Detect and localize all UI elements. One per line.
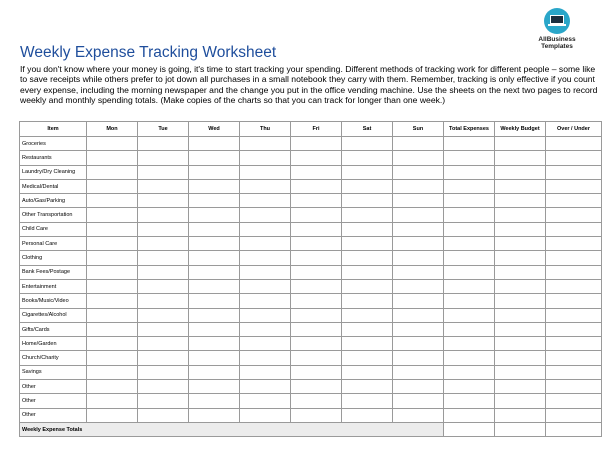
expense-cell[interactable]: [291, 308, 342, 322]
expense-cell[interactable]: [291, 265, 342, 279]
expense-cell[interactable]: [240, 408, 291, 422]
column-header: Item: [20, 122, 87, 137]
expense-cell[interactable]: [546, 322, 602, 336]
expense-cell[interactable]: [189, 365, 240, 379]
expense-cell[interactable]: [291, 322, 342, 336]
expense-cell[interactable]: [546, 194, 602, 208]
expense-cell[interactable]: [291, 137, 342, 151]
expense-cell[interactable]: [444, 380, 495, 394]
expense-cell[interactable]: [291, 279, 342, 293]
expense-cell[interactable]: [342, 308, 393, 322]
table-row: [20, 194, 602, 208]
expense-cell[interactable]: [138, 222, 189, 236]
expense-cell[interactable]: [240, 322, 291, 336]
expense-cell[interactable]: [87, 151, 138, 165]
expense-cell[interactable]: [444, 265, 495, 279]
allbusiness-logo: [527, 8, 587, 50]
expense-cell[interactable]: [138, 265, 189, 279]
expense-cell[interactable]: [138, 251, 189, 265]
row-label: Books/Music/Video: [20, 294, 87, 308]
expense-cell[interactable]: [444, 322, 495, 336]
expense-cell[interactable]: [189, 322, 240, 336]
table-row: [20, 380, 602, 394]
expense-cell[interactable]: [87, 222, 138, 236]
expense-cell[interactable]: [291, 337, 342, 351]
expense-cell[interactable]: [189, 179, 240, 193]
expense-cell[interactable]: [342, 165, 393, 179]
expense-cell[interactable]: [444, 222, 495, 236]
row-label: Other: [20, 380, 87, 394]
expense-cell[interactable]: [291, 194, 342, 208]
row-label: Groceries: [20, 137, 87, 151]
expense-cell[interactable]: [87, 194, 138, 208]
column-header: Sat: [342, 122, 393, 137]
expense-cell[interactable]: [546, 265, 602, 279]
totals-row: [20, 422, 602, 436]
expense-cell[interactable]: [87, 208, 138, 222]
expense-cell[interactable]: [240, 251, 291, 265]
expense-cell[interactable]: [189, 251, 240, 265]
expense-cell[interactable]: [546, 151, 602, 165]
table-row: [20, 322, 602, 336]
expense-cell[interactable]: [393, 237, 444, 251]
expense-cell[interactable]: [393, 294, 444, 308]
table-row: [20, 408, 602, 422]
table-row: [20, 394, 602, 408]
row-label: Medical/Dental: [20, 179, 87, 193]
expense-cell[interactable]: [291, 179, 342, 193]
expense-cell[interactable]: [342, 151, 393, 165]
expense-cell[interactable]: [393, 279, 444, 293]
expense-cell[interactable]: [393, 308, 444, 322]
expense-cell[interactable]: [546, 294, 602, 308]
expense-cell[interactable]: [291, 380, 342, 394]
expense-cell[interactable]: [444, 165, 495, 179]
column-header: Mon: [87, 122, 138, 137]
expense-cell[interactable]: [240, 137, 291, 151]
expense-cell[interactable]: [495, 408, 546, 422]
expense-cell[interactable]: [87, 322, 138, 336]
expense-cell[interactable]: [342, 279, 393, 293]
expense-cell[interactable]: [138, 151, 189, 165]
table-row: [20, 265, 602, 279]
expense-cell[interactable]: [342, 265, 393, 279]
expense-cell[interactable]: [495, 222, 546, 236]
expense-cell[interactable]: [240, 222, 291, 236]
expense-cell[interactable]: [189, 165, 240, 179]
table-row: [20, 222, 602, 236]
expense-cell[interactable]: [342, 194, 393, 208]
expense-cell[interactable]: [138, 351, 189, 365]
table-row: [20, 337, 602, 351]
expense-cell[interactable]: [240, 394, 291, 408]
expense-cell[interactable]: [444, 351, 495, 365]
expense-cell[interactable]: [546, 380, 602, 394]
expense-cell[interactable]: [495, 194, 546, 208]
expense-cell[interactable]: [138, 408, 189, 422]
expense-cell[interactable]: [546, 179, 602, 193]
expense-cell[interactable]: [495, 322, 546, 336]
column-header: Thu: [240, 122, 291, 137]
expense-cell[interactable]: [495, 394, 546, 408]
total-cell[interactable]: [444, 422, 495, 436]
expense-cell[interactable]: [393, 151, 444, 165]
row-label: Clothing: [20, 251, 87, 265]
expense-cell[interactable]: [393, 222, 444, 236]
logo-text: [527, 36, 587, 50]
expense-cell[interactable]: [189, 394, 240, 408]
expense-cell[interactable]: [393, 208, 444, 222]
table-row: [20, 208, 602, 222]
expense-cell[interactable]: [87, 337, 138, 351]
expense-cell[interactable]: [87, 137, 138, 151]
expense-cell[interactable]: [342, 351, 393, 365]
expense-cell[interactable]: [495, 179, 546, 193]
expense-cell[interactable]: [240, 265, 291, 279]
expense-cell[interactable]: [444, 237, 495, 251]
expense-cell[interactable]: [87, 380, 138, 394]
expense-cell[interactable]: [138, 308, 189, 322]
expense-cell[interactable]: [495, 151, 546, 165]
expense-cell[interactable]: [342, 179, 393, 193]
expense-cell[interactable]: [189, 265, 240, 279]
expense-cell[interactable]: [495, 265, 546, 279]
column-header: Tue: [138, 122, 189, 137]
expense-cell[interactable]: [240, 194, 291, 208]
expense-cell[interactable]: [495, 308, 546, 322]
expense-cell[interactable]: [138, 237, 189, 251]
expense-cell[interactable]: [240, 294, 291, 308]
table-header-row: [20, 122, 602, 137]
expense-cell[interactable]: [444, 294, 495, 308]
expense-cell[interactable]: [495, 279, 546, 293]
expense-cell[interactable]: [87, 265, 138, 279]
expense-cell[interactable]: [87, 251, 138, 265]
expense-cell[interactable]: [291, 394, 342, 408]
expense-cell[interactable]: [189, 237, 240, 251]
row-label: Other Transportation: [20, 208, 87, 222]
expense-cell[interactable]: [189, 308, 240, 322]
expense-cell[interactable]: [87, 165, 138, 179]
expense-cell[interactable]: [495, 380, 546, 394]
expense-cell[interactable]: [444, 179, 495, 193]
expense-cell[interactable]: [393, 265, 444, 279]
table-row: [20, 308, 602, 322]
logo-line-1: AllBusiness: [538, 36, 576, 43]
expense-cell[interactable]: [138, 165, 189, 179]
table-row: [20, 237, 602, 251]
expense-cell[interactable]: [87, 237, 138, 251]
expense-cell[interactable]: [444, 194, 495, 208]
row-label: Other: [20, 408, 87, 422]
expense-cell[interactable]: [138, 279, 189, 293]
expense-cell[interactable]: [546, 208, 602, 222]
expense-cell[interactable]: [342, 394, 393, 408]
table-row: [20, 365, 602, 379]
expense-cell[interactable]: [291, 165, 342, 179]
expense-cell[interactable]: [393, 380, 444, 394]
expense-cell[interactable]: [393, 194, 444, 208]
expense-cell[interactable]: [87, 408, 138, 422]
row-label: Cigarettes/Alcohol: [20, 308, 87, 322]
expense-cell[interactable]: [240, 179, 291, 193]
expense-cell[interactable]: [546, 337, 602, 351]
expense-cell[interactable]: [342, 251, 393, 265]
column-header: Over / Under: [546, 122, 602, 137]
expense-cell[interactable]: [495, 165, 546, 179]
expense-cell[interactable]: [138, 208, 189, 222]
expense-cell[interactable]: [189, 294, 240, 308]
expense-cell[interactable]: [495, 365, 546, 379]
expense-cell[interactable]: [189, 380, 240, 394]
expense-cell[interactable]: [138, 294, 189, 308]
expense-cell[interactable]: [189, 222, 240, 236]
expense-cell[interactable]: [138, 380, 189, 394]
expense-cell[interactable]: [240, 165, 291, 179]
expense-cell[interactable]: [546, 365, 602, 379]
row-label: Restaurants: [20, 151, 87, 165]
expense-cell[interactable]: [444, 208, 495, 222]
expense-cell[interactable]: [393, 251, 444, 265]
expense-cell[interactable]: [291, 351, 342, 365]
expense-cell[interactable]: [342, 208, 393, 222]
row-label: Child Care: [20, 222, 87, 236]
expense-cell[interactable]: [444, 251, 495, 265]
expense-cell[interactable]: [495, 137, 546, 151]
expense-cell[interactable]: [393, 365, 444, 379]
expense-cell[interactable]: [189, 351, 240, 365]
expense-cell[interactable]: [393, 179, 444, 193]
expense-cell[interactable]: [495, 251, 546, 265]
expense-cell[interactable]: [444, 337, 495, 351]
expense-cell[interactable]: [189, 137, 240, 151]
expense-cell[interactable]: [189, 337, 240, 351]
expense-cell[interactable]: [87, 365, 138, 379]
column-header: Sun: [393, 122, 444, 137]
expense-cell[interactable]: [495, 237, 546, 251]
expense-cell[interactable]: [342, 380, 393, 394]
expense-cell[interactable]: [87, 294, 138, 308]
row-label: Gifts/Cards: [20, 322, 87, 336]
expense-cell[interactable]: [546, 394, 602, 408]
expense-cell[interactable]: [189, 279, 240, 293]
row-label: Laundry/Dry Cleaning: [20, 165, 87, 179]
expense-cell[interactable]: [342, 365, 393, 379]
expense-cell[interactable]: [546, 279, 602, 293]
expense-cell[interactable]: [138, 137, 189, 151]
expense-cell[interactable]: [240, 351, 291, 365]
expense-cell[interactable]: [138, 194, 189, 208]
expense-cell[interactable]: [444, 394, 495, 408]
table-row: [20, 179, 602, 193]
expense-cell[interactable]: [393, 322, 444, 336]
expense-cell[interactable]: [87, 394, 138, 408]
row-label: Home/Garden: [20, 337, 87, 351]
expense-cell[interactable]: [495, 351, 546, 365]
totals-label: Weekly Expense Totals: [20, 422, 444, 436]
logo-line-2: Templates: [541, 43, 573, 50]
expense-cell[interactable]: [87, 179, 138, 193]
column-header: Wed: [189, 122, 240, 137]
expense-cell[interactable]: [291, 208, 342, 222]
expense-cell[interactable]: [240, 279, 291, 293]
expense-cell[interactable]: [393, 394, 444, 408]
expense-cell[interactable]: [138, 179, 189, 193]
table-row: [20, 137, 602, 151]
expense-cell[interactable]: [393, 351, 444, 365]
expense-cell[interactable]: [342, 408, 393, 422]
expense-cell[interactable]: [240, 365, 291, 379]
table-row: [20, 351, 602, 365]
intro-paragraph: If you don't know where your money is going, it's time to start tracking your spending. Different methods of tracking work for different people – some like to save receipts while others prefer to jot down all purchases in a small notebook they carry with them. Remember, tracking is only effective if you count every expense, including the morning newspaper and the change you put in the office vending machine. Use the sheets on the next two pages to record weekly and monthly spending totals. (Make copies of the charts so that you can track for longer than one week.): [20, 64, 598, 106]
expense-cell[interactable]: [189, 151, 240, 165]
expense-cell[interactable]: [342, 222, 393, 236]
expense-cell[interactable]: [138, 365, 189, 379]
expense-cell[interactable]: [240, 151, 291, 165]
expense-cell[interactable]: [393, 165, 444, 179]
total-cell[interactable]: [546, 422, 602, 436]
table-row: [20, 165, 602, 179]
expense-cell[interactable]: [240, 380, 291, 394]
expense-cell[interactable]: [393, 408, 444, 422]
expense-cell[interactable]: [495, 337, 546, 351]
expense-cell[interactable]: [87, 351, 138, 365]
expense-cell[interactable]: [546, 308, 602, 322]
table-row: [20, 151, 602, 165]
expense-cell[interactable]: [240, 208, 291, 222]
expense-cell[interactable]: [546, 351, 602, 365]
expense-cell[interactable]: [444, 279, 495, 293]
expense-cell[interactable]: [240, 237, 291, 251]
expense-cell[interactable]: [291, 251, 342, 265]
expense-cell[interactable]: [342, 294, 393, 308]
monitor-icon: [544, 8, 570, 34]
expense-cell[interactable]: [291, 408, 342, 422]
expense-cell[interactable]: [342, 322, 393, 336]
expense-cell[interactable]: [291, 294, 342, 308]
expense-cell[interactable]: [291, 151, 342, 165]
expense-cell[interactable]: [342, 137, 393, 151]
expense-cell[interactable]: [291, 365, 342, 379]
total-cell[interactable]: [495, 422, 546, 436]
expense-cell[interactable]: [240, 337, 291, 351]
column-header: Weekly Budget: [495, 122, 546, 137]
row-label: Savings: [20, 365, 87, 379]
row-label: Bank Fees/Postage: [20, 265, 87, 279]
expense-cell[interactable]: [87, 308, 138, 322]
expense-cell[interactable]: [546, 137, 602, 151]
expense-cell[interactable]: [342, 237, 393, 251]
row-label: Other: [20, 394, 87, 408]
expense-cell[interactable]: [138, 337, 189, 351]
table-row: [20, 294, 602, 308]
page-title: Weekly Expense Tracking Worksheet: [20, 44, 277, 61]
expense-cell[interactable]: [546, 222, 602, 236]
expense-cell[interactable]: [546, 251, 602, 265]
expense-cell[interactable]: [444, 137, 495, 151]
row-label: Entertainment: [20, 279, 87, 293]
expense-cell[interactable]: [495, 208, 546, 222]
expense-cell[interactable]: [546, 165, 602, 179]
expense-cell[interactable]: [444, 151, 495, 165]
row-label: Auto/Gas/Parking: [20, 194, 87, 208]
expense-cell[interactable]: [87, 279, 138, 293]
expense-cell[interactable]: [444, 365, 495, 379]
row-label: Church/Charity: [20, 351, 87, 365]
expense-cell[interactable]: [189, 208, 240, 222]
expense-cell[interactable]: [291, 222, 342, 236]
table-row: [20, 251, 602, 265]
row-label: Personal Care: [20, 237, 87, 251]
expense-cell[interactable]: [444, 308, 495, 322]
expense-cell[interactable]: [546, 237, 602, 251]
expense-cell[interactable]: [393, 137, 444, 151]
expense-cell[interactable]: [444, 408, 495, 422]
expense-cell[interactable]: [342, 337, 393, 351]
expense-cell[interactable]: [495, 294, 546, 308]
expense-cell[interactable]: [189, 408, 240, 422]
expense-cell[interactable]: [189, 194, 240, 208]
expense-cell[interactable]: [138, 322, 189, 336]
column-header: Fri: [291, 122, 342, 137]
column-header: Total Expenses: [444, 122, 495, 137]
expense-cell[interactable]: [240, 308, 291, 322]
expense-cell[interactable]: [138, 394, 189, 408]
expense-table: [19, 121, 602, 437]
expense-cell[interactable]: [291, 237, 342, 251]
expense-cell[interactable]: [546, 408, 602, 422]
table-row: [20, 279, 602, 293]
expense-cell[interactable]: [393, 337, 444, 351]
